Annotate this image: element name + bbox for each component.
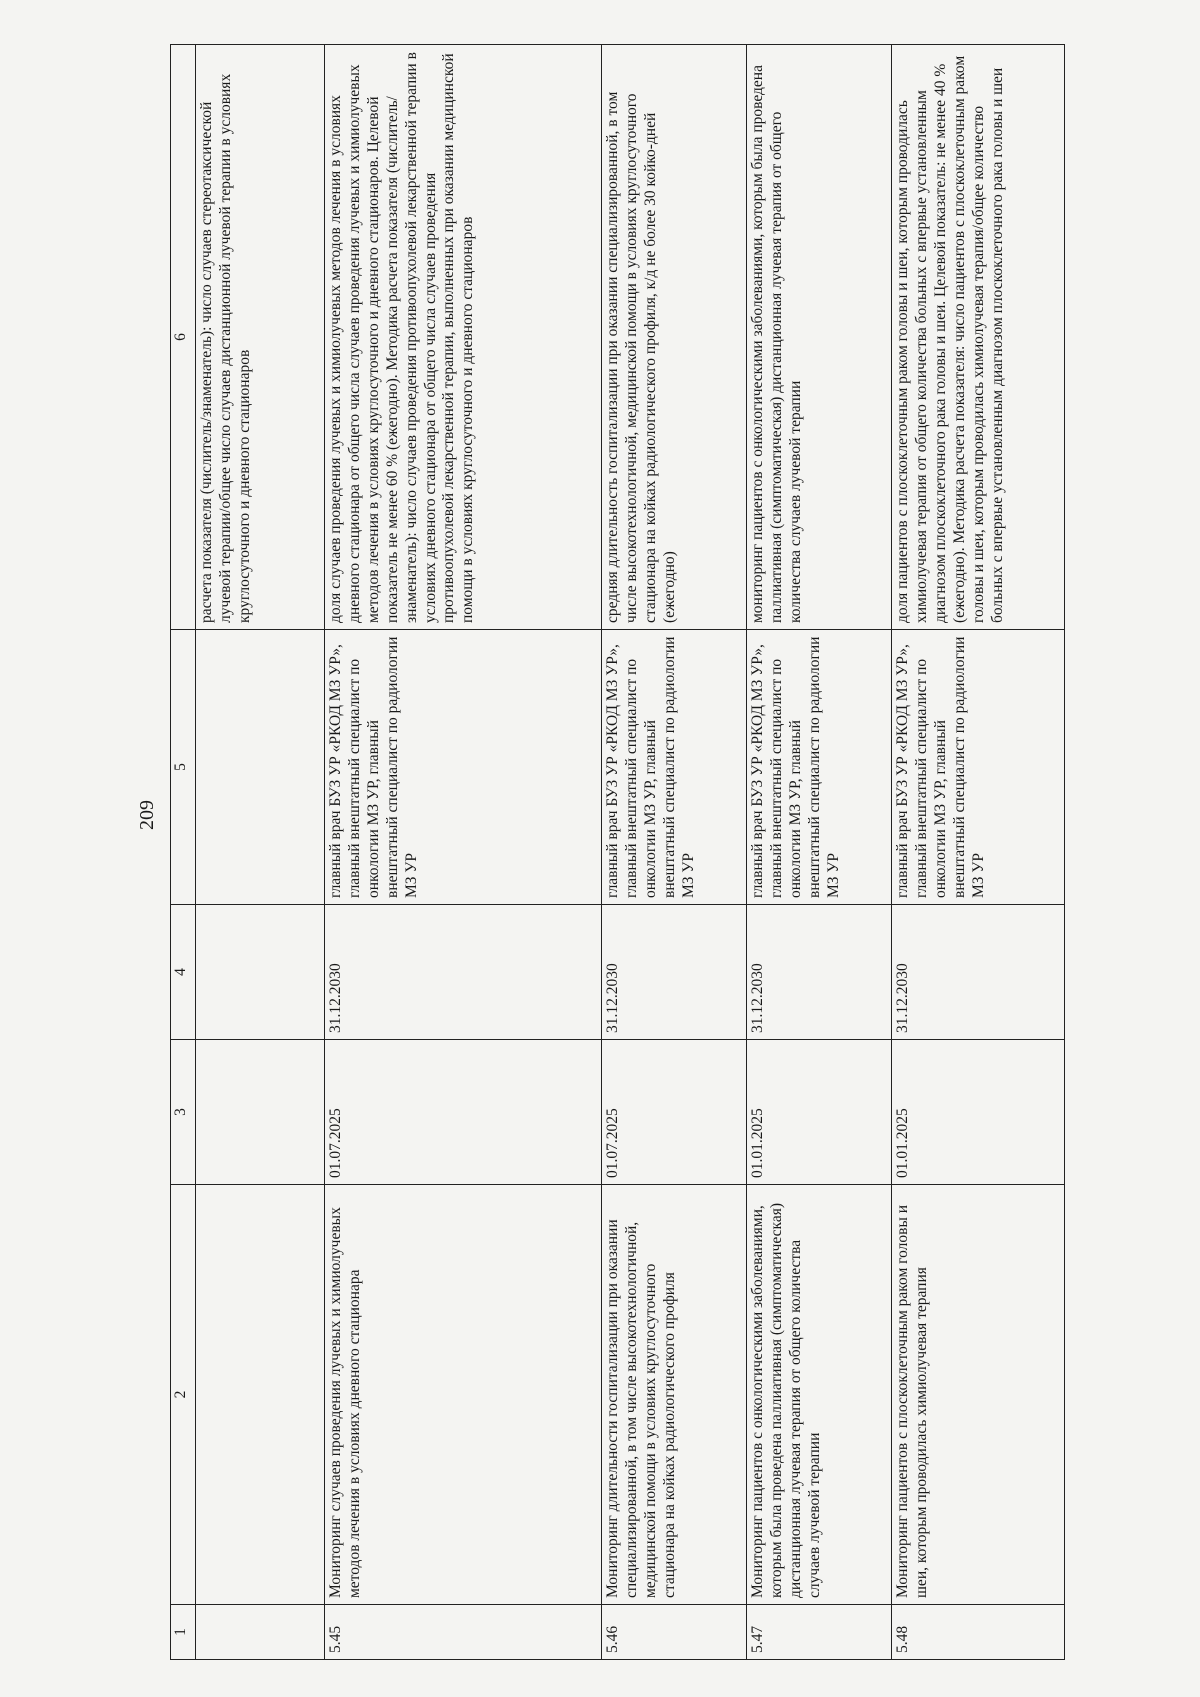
start-date-cell: 01.01.2025 [747, 1040, 892, 1185]
row-number-cell: 5.48 [892, 1605, 1065, 1660]
start-date-cell: 01.07.2025 [325, 1040, 602, 1185]
row-number-cell: 5.46 [602, 1605, 747, 1660]
header-cell-5: 5 [171, 630, 196, 905]
responsible-cell: главный врач БУЗ УР «РКОД МЗ УР», главный внештатный специалист по онкологии МЗ УР, главный внештатный специалист по радиологии МЗ УР [747, 630, 892, 905]
row-number-cell: 5.47 [747, 1605, 892, 1660]
rotated-table-container [170, 45, 1045, 1660]
end-date-cell: 31.12.2030 [325, 905, 602, 1040]
event-cell: Мониторинг длительности госпитализации при оказании специализированной, в том числе высокотехнологичной, медицинской помощи в условиях круглосуточного стационара на койках радиологического профиля [602, 1185, 747, 1605]
header-cell-3: 3 [171, 1040, 196, 1185]
event-cell [196, 1185, 325, 1605]
responsible-cell: главный врач БУЗ УР «РКОД МЗ УР», главный внештатный специалист по онкологии МЗ УР, главный внештатный специалист по радиологии МЗ УР [892, 630, 1065, 905]
indicator-cell: мониторинг пациентов с онкологическими заболеваниями, которым была проведена паллиативная (симптоматическая) дистанционная лучевая терапия от общего количества случаев лучевой терапии [747, 45, 892, 630]
action-plan-table [170, 44, 1065, 1660]
header-cell-1: 1 [171, 1605, 196, 1660]
start-date-cell: 01.01.2025 [892, 1040, 1065, 1185]
page-number: 209 [136, 800, 158, 830]
end-date-cell: 31.12.2030 [892, 905, 1065, 1040]
header-cell-4: 4 [171, 905, 196, 1040]
table-row [325, 45, 602, 1660]
header-cell-2: 2 [171, 1185, 196, 1605]
event-cell: Мониторинг случаев проведения лучевых и химиолучевых методов лечения в условиях дневного стационара [325, 1185, 602, 1605]
event-cell: Мониторинг пациентов с онкологическими заболеваниями, которым была проведена паллиативная (симптоматическая) дистанционная лучевая терапия от общего количества случаев лучевой терапии [747, 1185, 892, 1605]
table-row [747, 45, 892, 1660]
start-date-cell: 01.07.2025 [602, 1040, 747, 1185]
end-date-cell [196, 905, 325, 1040]
indicator-cell: расчета показателя (числитель/знаменатель): число случаев стереотаксической лучевой терапии/общее число случаев дистанционной лучевой терапии в условиях круглосуточного и дневного стационаров [196, 45, 325, 630]
indicator-cell: доля пациентов с плоскоклеточным раком головы и шеи, которым проводилась химиолучевая терапия от общего количества больных с впервые установленным диагнозом плоскоклеточного рака головы и шеи. Целевой показатель: не менее 40 % (ежегодно). Методика расчета показателя: число пациентов с плоскоклеточным раком головы и шеи, которым проводилась химиолучевая терапия/общее количество больных с впервые установленным диагнозом плоскоклеточного рака головы и шеи [892, 45, 1065, 630]
table-row [892, 45, 1065, 1660]
responsible-cell: главный врач БУЗ УР «РКОД МЗ УР», главный внештатный специалист по онкологии МЗ УР, главный внештатный специалист по радиологии МЗ УР [602, 630, 747, 905]
responsible-cell [196, 630, 325, 905]
responsible-cell: главный врач БУЗ УР «РКОД МЗ УР», главный внештатный специалист по онкологии МЗ УР, главный внештатный специалист по радиологии МЗ УР [325, 630, 602, 905]
start-date-cell [196, 1040, 325, 1185]
row-number-cell: 5.45 [325, 1605, 602, 1660]
end-date-cell: 31.12.2030 [747, 905, 892, 1040]
end-date-cell: 31.12.2030 [602, 905, 747, 1040]
table-row-continuation [196, 45, 325, 1660]
indicator-cell: средняя длительность госпитализации при оказании специализированной, в том числе высокотехнологичной, медицинской помощи в условиях круглосуточного стационара на койках радиологического профиля, к/д не более 30 койко-дней (ежегодно) [602, 45, 747, 630]
indicator-cell: доля случаев проведения лучевых и химиолучевых методов лечения в условиях дневного стационара от общего числа случаев проведения лучевых и химиолучевых методов лечения в условиях круглосуточного и дневного стационаров. Целевой показатель не менее 60 % (ежегодно). Методика расчета показателя (числитель/знаменатель): число случаев проведения противоопухолевой лекарственной терапии в условиях дневного стационара от общего числа случаев проведения противоопухолевой лекарственной терапии, выполненных при оказании медицинской помощи в условиях круглосуточного и дневного стационаров [325, 45, 602, 630]
row-number-cell [196, 1605, 325, 1660]
event-cell: Мониторинг пациентов с плоскоклеточным раком головы и шеи, которым проводилась химиолучевая терапия [892, 1185, 1065, 1605]
header-cell-6: 6 [171, 45, 196, 630]
header-row [171, 45, 196, 1660]
table-row [602, 45, 747, 1660]
